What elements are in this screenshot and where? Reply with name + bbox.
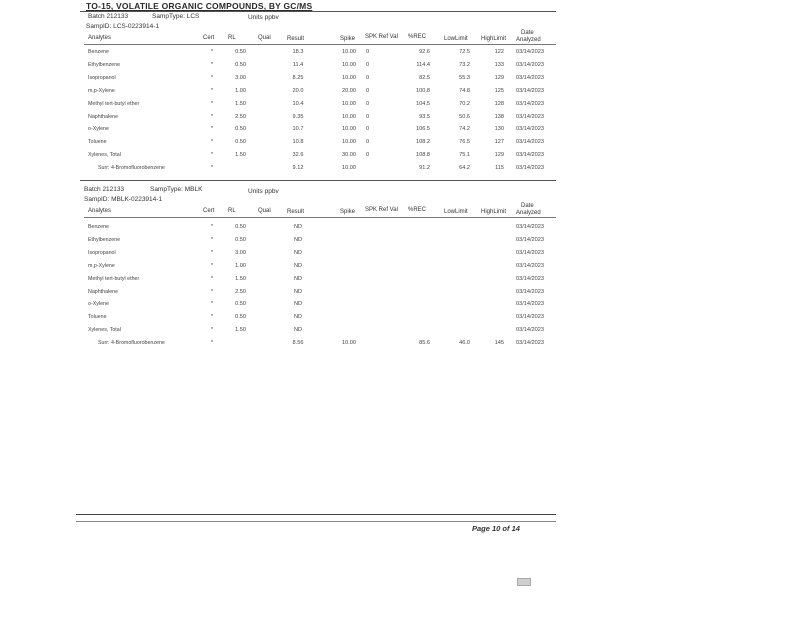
cell-low: 74.2 [459, 126, 470, 133]
analyte-name: Toluene [88, 314, 107, 321]
samp-id-value: LCS-0223914-1 [113, 23, 160, 30]
cell-date: 03/14/2023 [516, 49, 544, 55]
cell-rec: 92.6 [419, 49, 430, 55]
analyte-name: Ethylbenzene [88, 61, 121, 68]
col-date: Date [521, 30, 534, 36]
col-spike: Spike [340, 36, 356, 42]
cell-cert: * [210, 236, 214, 243]
cell-rl: 0.50 [235, 236, 246, 243]
samp-id [86, 23, 159, 30]
col-result: Result [287, 209, 305, 215]
cell-rl: 0.50 [235, 61, 246, 68]
samp-id-label: SampID: [86, 23, 112, 30]
cell-spk: 0 [366, 87, 370, 94]
analyte-name: Xylenes, Total [88, 327, 121, 334]
cell-low: 72.5 [459, 49, 470, 55]
cell-date: 03/14/2023 [516, 100, 544, 107]
cell-spike: 10.00 [342, 49, 356, 55]
samp-type [152, 13, 199, 20]
cell-date: 03/14/2023 [516, 224, 544, 230]
cell-result: ND [293, 224, 303, 230]
cell-result: 11.4 [292, 61, 304, 68]
analyte-name: Surr: 4-Bromofluorobenzene [98, 340, 165, 347]
cell-cert: * [210, 87, 214, 94]
cell-result: 8.56 [292, 340, 304, 347]
cell-cert: * [210, 262, 214, 269]
cell-cert: * [210, 165, 214, 172]
cell-high: 127 [494, 139, 504, 146]
cell-date: 03/14/2023 [516, 113, 544, 120]
footer-rule [76, 514, 556, 515]
cell-rl: 1.00 [235, 87, 246, 94]
cell-high: 129 [494, 152, 504, 159]
cell-low: 64.2 [459, 165, 470, 172]
cell-high: 133 [494, 61, 504, 68]
cell-high: 130 [494, 126, 504, 133]
cell-rec: 104.5 [416, 100, 430, 107]
samp-type-label: SampType: [152, 13, 185, 20]
cell-rec: 100.8 [416, 87, 430, 94]
analyte-name: o-Xylene [88, 126, 109, 133]
batch-label: Batch [84, 186, 101, 193]
analyte-name: Surr: 4-Bromofluorobenzene [98, 165, 165, 172]
col-analyzed: Analyzed [516, 210, 541, 216]
cell-high: 129 [494, 74, 504, 81]
cell-high: 125 [494, 87, 504, 94]
header-rule [84, 217, 556, 218]
col-cert: Cert [203, 208, 215, 214]
cell-date: 03/14/2023 [516, 165, 544, 172]
cell-result: 10.7 [292, 126, 304, 133]
cell-date: 03/14/2023 [516, 275, 544, 282]
cell-low: 73.2 [459, 61, 470, 68]
cell-rec: 106.5 [416, 126, 430, 133]
cell-date: 03/14/2023 [516, 152, 544, 159]
cell-rl: 2.50 [235, 288, 246, 295]
cell-spk: 0 [366, 113, 370, 120]
cell-spk: 0 [366, 61, 370, 68]
units [248, 188, 279, 195]
cell-result: ND [293, 327, 303, 334]
col-spk-ref: SPK Ref Val [365, 207, 398, 213]
cell-cert: * [210, 152, 214, 159]
cell-rl: 0.50 [235, 301, 246, 308]
cell-high: 128 [494, 100, 504, 107]
cell-date: 03/14/2023 [516, 340, 544, 347]
cell-date: 03/14/2023 [516, 327, 544, 334]
cell-result: ND [293, 314, 303, 321]
col-cert: Cert [203, 35, 215, 41]
cell-result: 32.6 [292, 152, 304, 159]
cell-cert: * [210, 340, 214, 347]
cell-result: ND [293, 275, 303, 282]
col-spike: Spike [340, 209, 356, 215]
cell-date: 03/14/2023 [516, 249, 544, 256]
cell-rl: 1.50 [235, 275, 246, 282]
col-rl: RL [228, 35, 236, 41]
cell-result: 10.4 [292, 100, 304, 107]
cell-spike: 10.00 [342, 100, 356, 107]
cell-rec: 114.4 [416, 61, 430, 68]
cell-result: 9.35 [292, 113, 304, 120]
cell-low: 74.8 [459, 87, 470, 94]
cell-spike: 10.00 [342, 165, 356, 172]
cell-date: 03/14/2023 [516, 126, 544, 133]
cell-rec: 82.5 [419, 74, 430, 81]
cell-rl: 1.50 [235, 152, 246, 159]
cell-spk: 0 [366, 49, 370, 55]
cell-spike: 30.00 [342, 152, 356, 159]
cell-low: 76.5 [459, 139, 470, 146]
cell-result: 10.8 [292, 139, 304, 146]
batch-line [88, 13, 128, 20]
analyte-name: Isopropanol [88, 74, 116, 81]
cell-result: 8.25 [292, 74, 304, 81]
cell-rl: 3.00 [235, 74, 246, 81]
cell-rl: 0.50 [235, 224, 246, 230]
report-title: TO-15, VOLATILE ORGANIC COMPOUNDS, BY GC/MS [86, 1, 313, 11]
cell-rec: 85.6 [419, 340, 430, 347]
footer-rule [76, 521, 556, 522]
cell-rl: 1.50 [235, 100, 246, 107]
cell-low: 70.2 [459, 100, 470, 107]
samp-id-label: SampID: [84, 196, 110, 203]
cell-low: 50.6 [459, 113, 470, 120]
cell-result: ND [293, 262, 303, 269]
batch-number: 212133 [106, 13, 129, 20]
analyte-name: Methyl tert-butyl ether [88, 275, 140, 282]
cell-cert: * [210, 327, 214, 334]
cell-result: 9.12 [292, 165, 304, 172]
cell-result: ND [293, 301, 303, 308]
col-low-limit: LowLimit [444, 209, 468, 215]
analyte-name: Xylenes, Total [88, 152, 121, 159]
analyte-name: Isopropanol [88, 249, 116, 256]
analyte-name: Naphthalene [88, 288, 119, 295]
cell-high: 115 [495, 165, 504, 172]
cell-cert: * [210, 224, 214, 230]
units-value: ppbv [264, 188, 279, 195]
cell-cert: * [210, 100, 214, 107]
units [248, 14, 279, 21]
cell-spike: 10.00 [342, 126, 356, 133]
cell-cert: * [210, 275, 214, 282]
cell-rl: 3.00 [235, 249, 246, 256]
col-analytes: Analytes [88, 35, 112, 41]
cell-result: ND [293, 249, 303, 256]
cell-spike: 20.00 [342, 87, 356, 94]
cell-cert: * [210, 126, 214, 133]
cell-spike: 10.00 [342, 113, 356, 120]
cell-cert: * [210, 288, 214, 295]
cell-spike: 10.00 [342, 340, 356, 347]
analyte-name: Ethylbenzene [88, 236, 121, 243]
cell-date: 03/14/2023 [516, 74, 544, 81]
page-number: Page 10 of 14 [472, 524, 520, 533]
cell-date: 03/14/2023 [516, 87, 544, 94]
cell-spike: 10.00 [342, 74, 356, 81]
cell-result: ND [293, 288, 303, 295]
cell-rl: 1.00 [235, 262, 246, 269]
batch-line [84, 186, 124, 193]
col-high-limit: HighLimit [481, 36, 507, 42]
units-value: ppbv [264, 14, 279, 21]
cell-date: 03/14/2023 [516, 288, 544, 295]
cell-low: 55.3 [459, 74, 470, 81]
scan-mark [517, 578, 531, 586]
cell-spike: 10.00 [342, 139, 356, 146]
cell-rec: 108.2 [416, 139, 430, 146]
samp-id [84, 196, 162, 203]
cell-high: 138 [494, 113, 504, 120]
analyte-name: Benzene [88, 49, 109, 55]
cell-result: ND [293, 236, 303, 243]
col-result: Result [287, 36, 305, 42]
cell-date: 03/14/2023 [516, 262, 544, 269]
col-rl: RL [228, 208, 236, 214]
cell-cert: * [210, 249, 214, 256]
analyte-name: m,p-Xylene [88, 262, 115, 269]
cell-cert: * [210, 301, 214, 308]
analyte-name: m,p-Xylene [88, 87, 115, 94]
cell-date: 03/14/2023 [516, 236, 544, 243]
cell-rl: 0.50 [235, 126, 246, 133]
col-qual: Qual [258, 208, 271, 214]
cell-rl: 0.50 [235, 49, 246, 55]
analyte-name: Benzene [88, 224, 109, 230]
cell-high: 122 [494, 49, 504, 55]
cell-rec: 93.5 [419, 113, 430, 120]
samp-type [150, 186, 202, 193]
batch-label: Batch [88, 13, 105, 20]
cell-cert: * [210, 113, 214, 120]
cell-spk: 0 [366, 100, 370, 107]
cell-rl: 0.50 [235, 314, 246, 321]
col-analytes: Analytes [88, 208, 112, 214]
units-label: Units [248, 188, 263, 195]
cell-spike: 10.00 [342, 61, 356, 68]
analyte-name: Methyl tert-butyl ether [88, 100, 140, 107]
col-rec: %REC [408, 34, 427, 40]
col-spk-ref: SPK Ref Val [365, 34, 398, 40]
cell-cert: * [210, 139, 214, 146]
col-analyzed: Analyzed [516, 37, 541, 43]
cell-rec: 91.2 [419, 165, 430, 172]
cell-date: 03/14/2023 [516, 61, 544, 68]
analyte-name: o-Xylene [88, 301, 109, 308]
cell-rl: 0.50 [235, 139, 246, 146]
cell-result: 20.0 [292, 87, 304, 94]
cell-date: 03/14/2023 [516, 314, 544, 321]
analyte-name: Toluene [88, 139, 107, 146]
units-label: Units [248, 14, 263, 21]
section-divider [80, 180, 556, 181]
cell-cert: * [210, 74, 214, 81]
cell-rl: 1.50 [235, 327, 246, 334]
col-rec: %REC [408, 207, 427, 213]
cell-low: 75.1 [459, 152, 470, 159]
cell-result: 18.3 [292, 49, 304, 55]
cell-spk: 0 [366, 139, 370, 146]
batch-number: 212133 [102, 186, 125, 193]
cell-high: 145 [494, 340, 504, 347]
analyte-name: Naphthalene [88, 113, 119, 120]
col-low-limit: LowLimit [444, 36, 468, 42]
samp-type-label: SampType: [150, 186, 183, 193]
cell-cert: * [210, 314, 214, 321]
cell-date: 03/14/2023 [516, 139, 544, 146]
title-rule [80, 11, 556, 12]
samp-type-value: MBLK [184, 186, 203, 193]
cell-spk: 0 [366, 152, 370, 159]
col-date: Date [521, 203, 534, 209]
samp-id-value: MBLK-0223914-1 [111, 196, 163, 203]
samp-type-value: LCS [186, 13, 200, 20]
col-high-limit: HighLimit [481, 209, 507, 215]
col-qual: Qual [258, 35, 271, 41]
header-rule [84, 44, 556, 45]
cell-date: 03/14/2023 [516, 301, 544, 308]
cell-spk: 0 [366, 74, 370, 81]
cell-cert: * [210, 49, 214, 55]
cell-rec: 108.8 [416, 152, 430, 159]
cell-rl: 2.50 [235, 113, 246, 120]
cell-spk: 0 [366, 126, 370, 133]
cell-cert: * [210, 61, 214, 68]
cell-low: 46.0 [459, 340, 470, 347]
